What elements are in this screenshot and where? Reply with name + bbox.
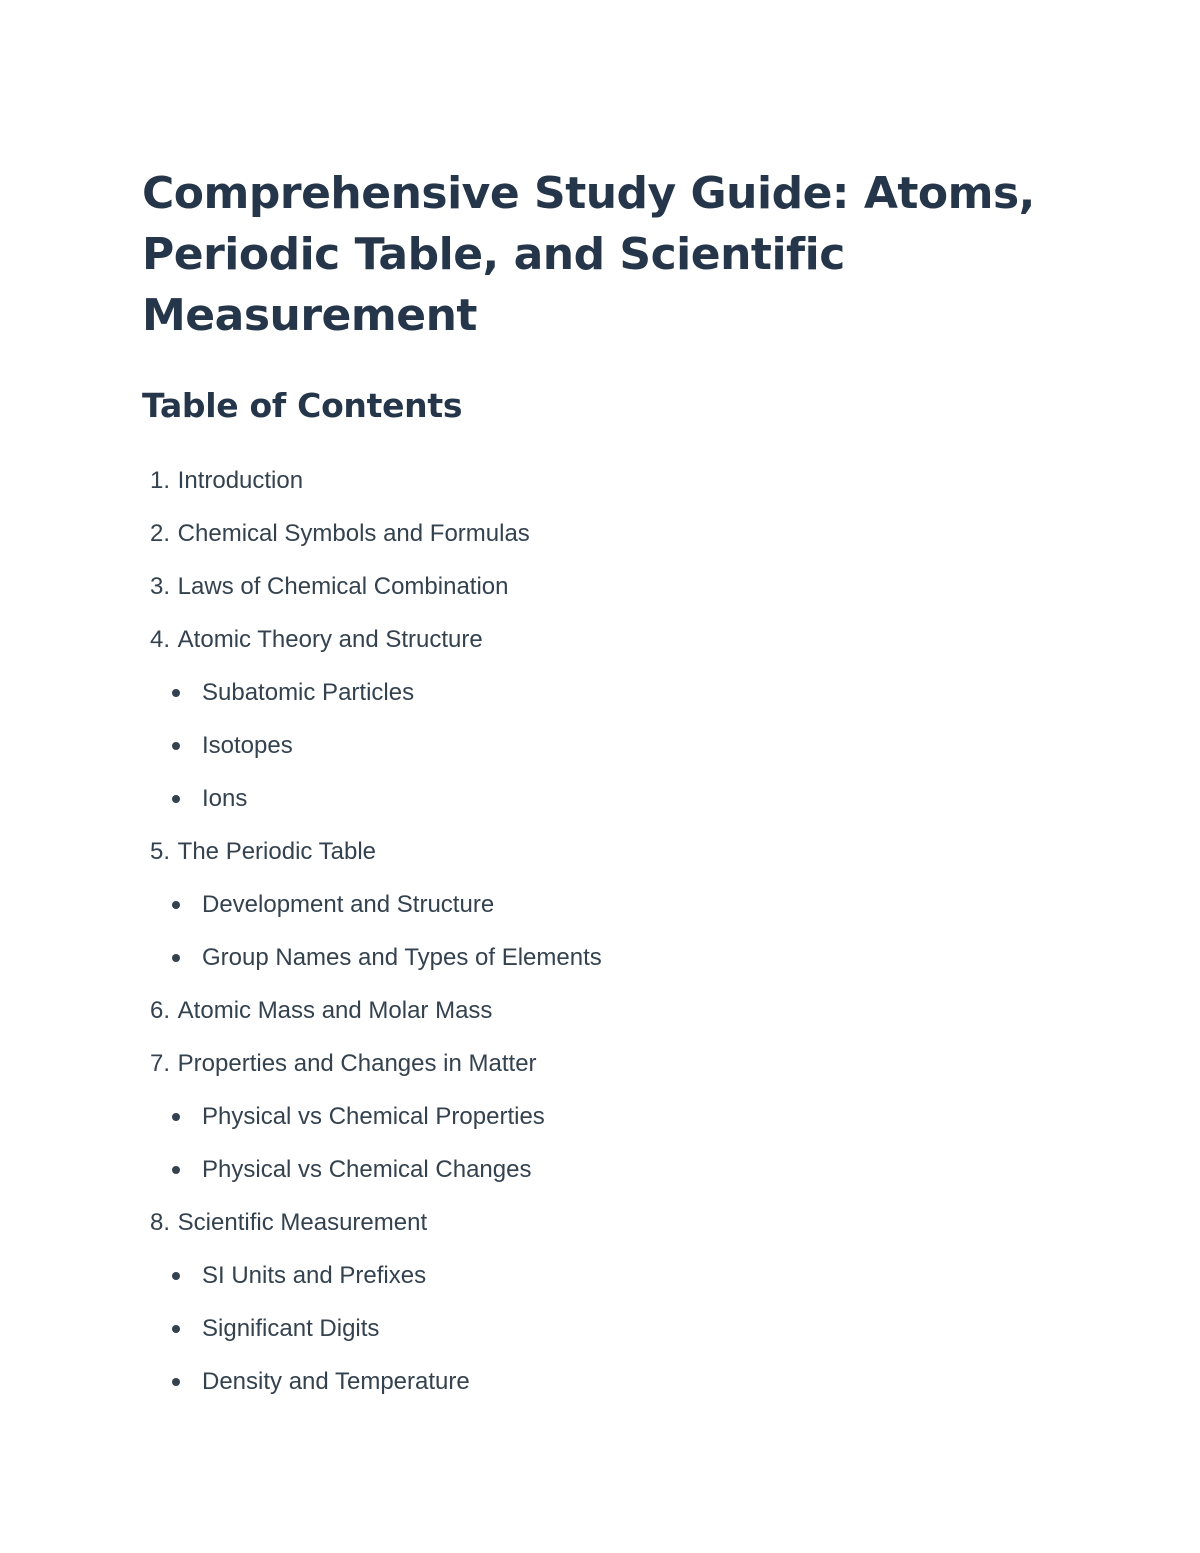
toc-item-label: Properties and Changes in Matter — [177, 1049, 537, 1077]
toc-item-number: 4. — [149, 625, 170, 653]
toc-item-number: 2. — [149, 519, 170, 547]
document-page — [142, 163, 1042, 1408]
toc-subitem-label: Ions — [202, 784, 248, 812]
toc-item-number: 1. — [149, 466, 170, 494]
bullet-icon — [172, 742, 180, 750]
bullet-icon — [172, 1272, 180, 1280]
toc-subitem — [142, 1302, 1042, 1355]
toc-subitem — [142, 1249, 1042, 1302]
toc-item-label: Scientific Measurement — [177, 1208, 428, 1236]
document-title: Comprehensive Study Guide: Atoms, Periodic Table, and Scientific Measurement — [142, 168, 1035, 341]
toc-subitem-label: Significant Digits — [202, 1314, 380, 1342]
toc-item — [142, 560, 1042, 613]
toc-item-number: 7. — [149, 1049, 170, 1077]
bullet-icon — [172, 795, 180, 803]
table-of-contents — [142, 454, 1042, 1408]
toc-item-number: 5. — [149, 837, 170, 865]
bullet-icon — [172, 1113, 180, 1121]
bullet-icon — [172, 1166, 180, 1174]
bullet-icon — [172, 901, 180, 909]
bullet-icon — [172, 1378, 180, 1386]
toc-item — [142, 454, 1042, 507]
toc-subitem — [142, 1090, 1042, 1143]
toc-subitem-label: Physical vs Chemical Changes — [202, 1155, 532, 1183]
toc-subitem-label: Group Names and Types of Elements — [202, 943, 602, 971]
toc-item-label: Chemical Symbols and Formulas — [177, 519, 530, 547]
toc-item — [142, 984, 1042, 1037]
toc-item — [142, 1037, 1042, 1090]
toc-heading: Table of Contents — [142, 386, 463, 425]
toc-item-label: Atomic Theory and Structure — [177, 625, 483, 653]
bullet-icon — [172, 954, 180, 962]
toc-subitem-label: SI Units and Prefixes — [202, 1261, 427, 1289]
toc-item-label: Laws of Chemical Combination — [177, 572, 509, 600]
toc-item-number: 6. — [149, 996, 170, 1024]
toc-item — [142, 613, 1042, 666]
toc-subitem — [142, 1143, 1042, 1196]
toc-subitem — [142, 719, 1042, 772]
toc-item-label: Atomic Mass and Molar Mass — [177, 996, 493, 1024]
toc-subitem — [142, 772, 1042, 825]
toc-item-number: 3. — [149, 572, 170, 600]
bullet-icon — [172, 1325, 180, 1333]
toc-subitem-label: Development and Structure — [202, 890, 495, 918]
toc-subitem-label: Physical vs Chemical Properties — [202, 1102, 545, 1130]
toc-item — [142, 825, 1042, 878]
toc-subitem — [142, 931, 1042, 984]
toc-subitem-label: Density and Temperature — [202, 1367, 470, 1395]
toc-item-label: Introduction — [177, 466, 304, 494]
toc-subitem-label: Subatomic Particles — [202, 678, 415, 706]
bullet-icon — [172, 689, 180, 697]
toc-subitem — [142, 1355, 1042, 1408]
toc-item — [142, 1196, 1042, 1249]
toc-item — [142, 507, 1042, 560]
toc-subitem-label: Isotopes — [202, 731, 293, 759]
toc-subitem — [142, 878, 1042, 931]
toc-subitem — [142, 666, 1042, 719]
toc-item-number: 8. — [149, 1208, 170, 1236]
toc-item-label: The Periodic Table — [177, 837, 377, 865]
